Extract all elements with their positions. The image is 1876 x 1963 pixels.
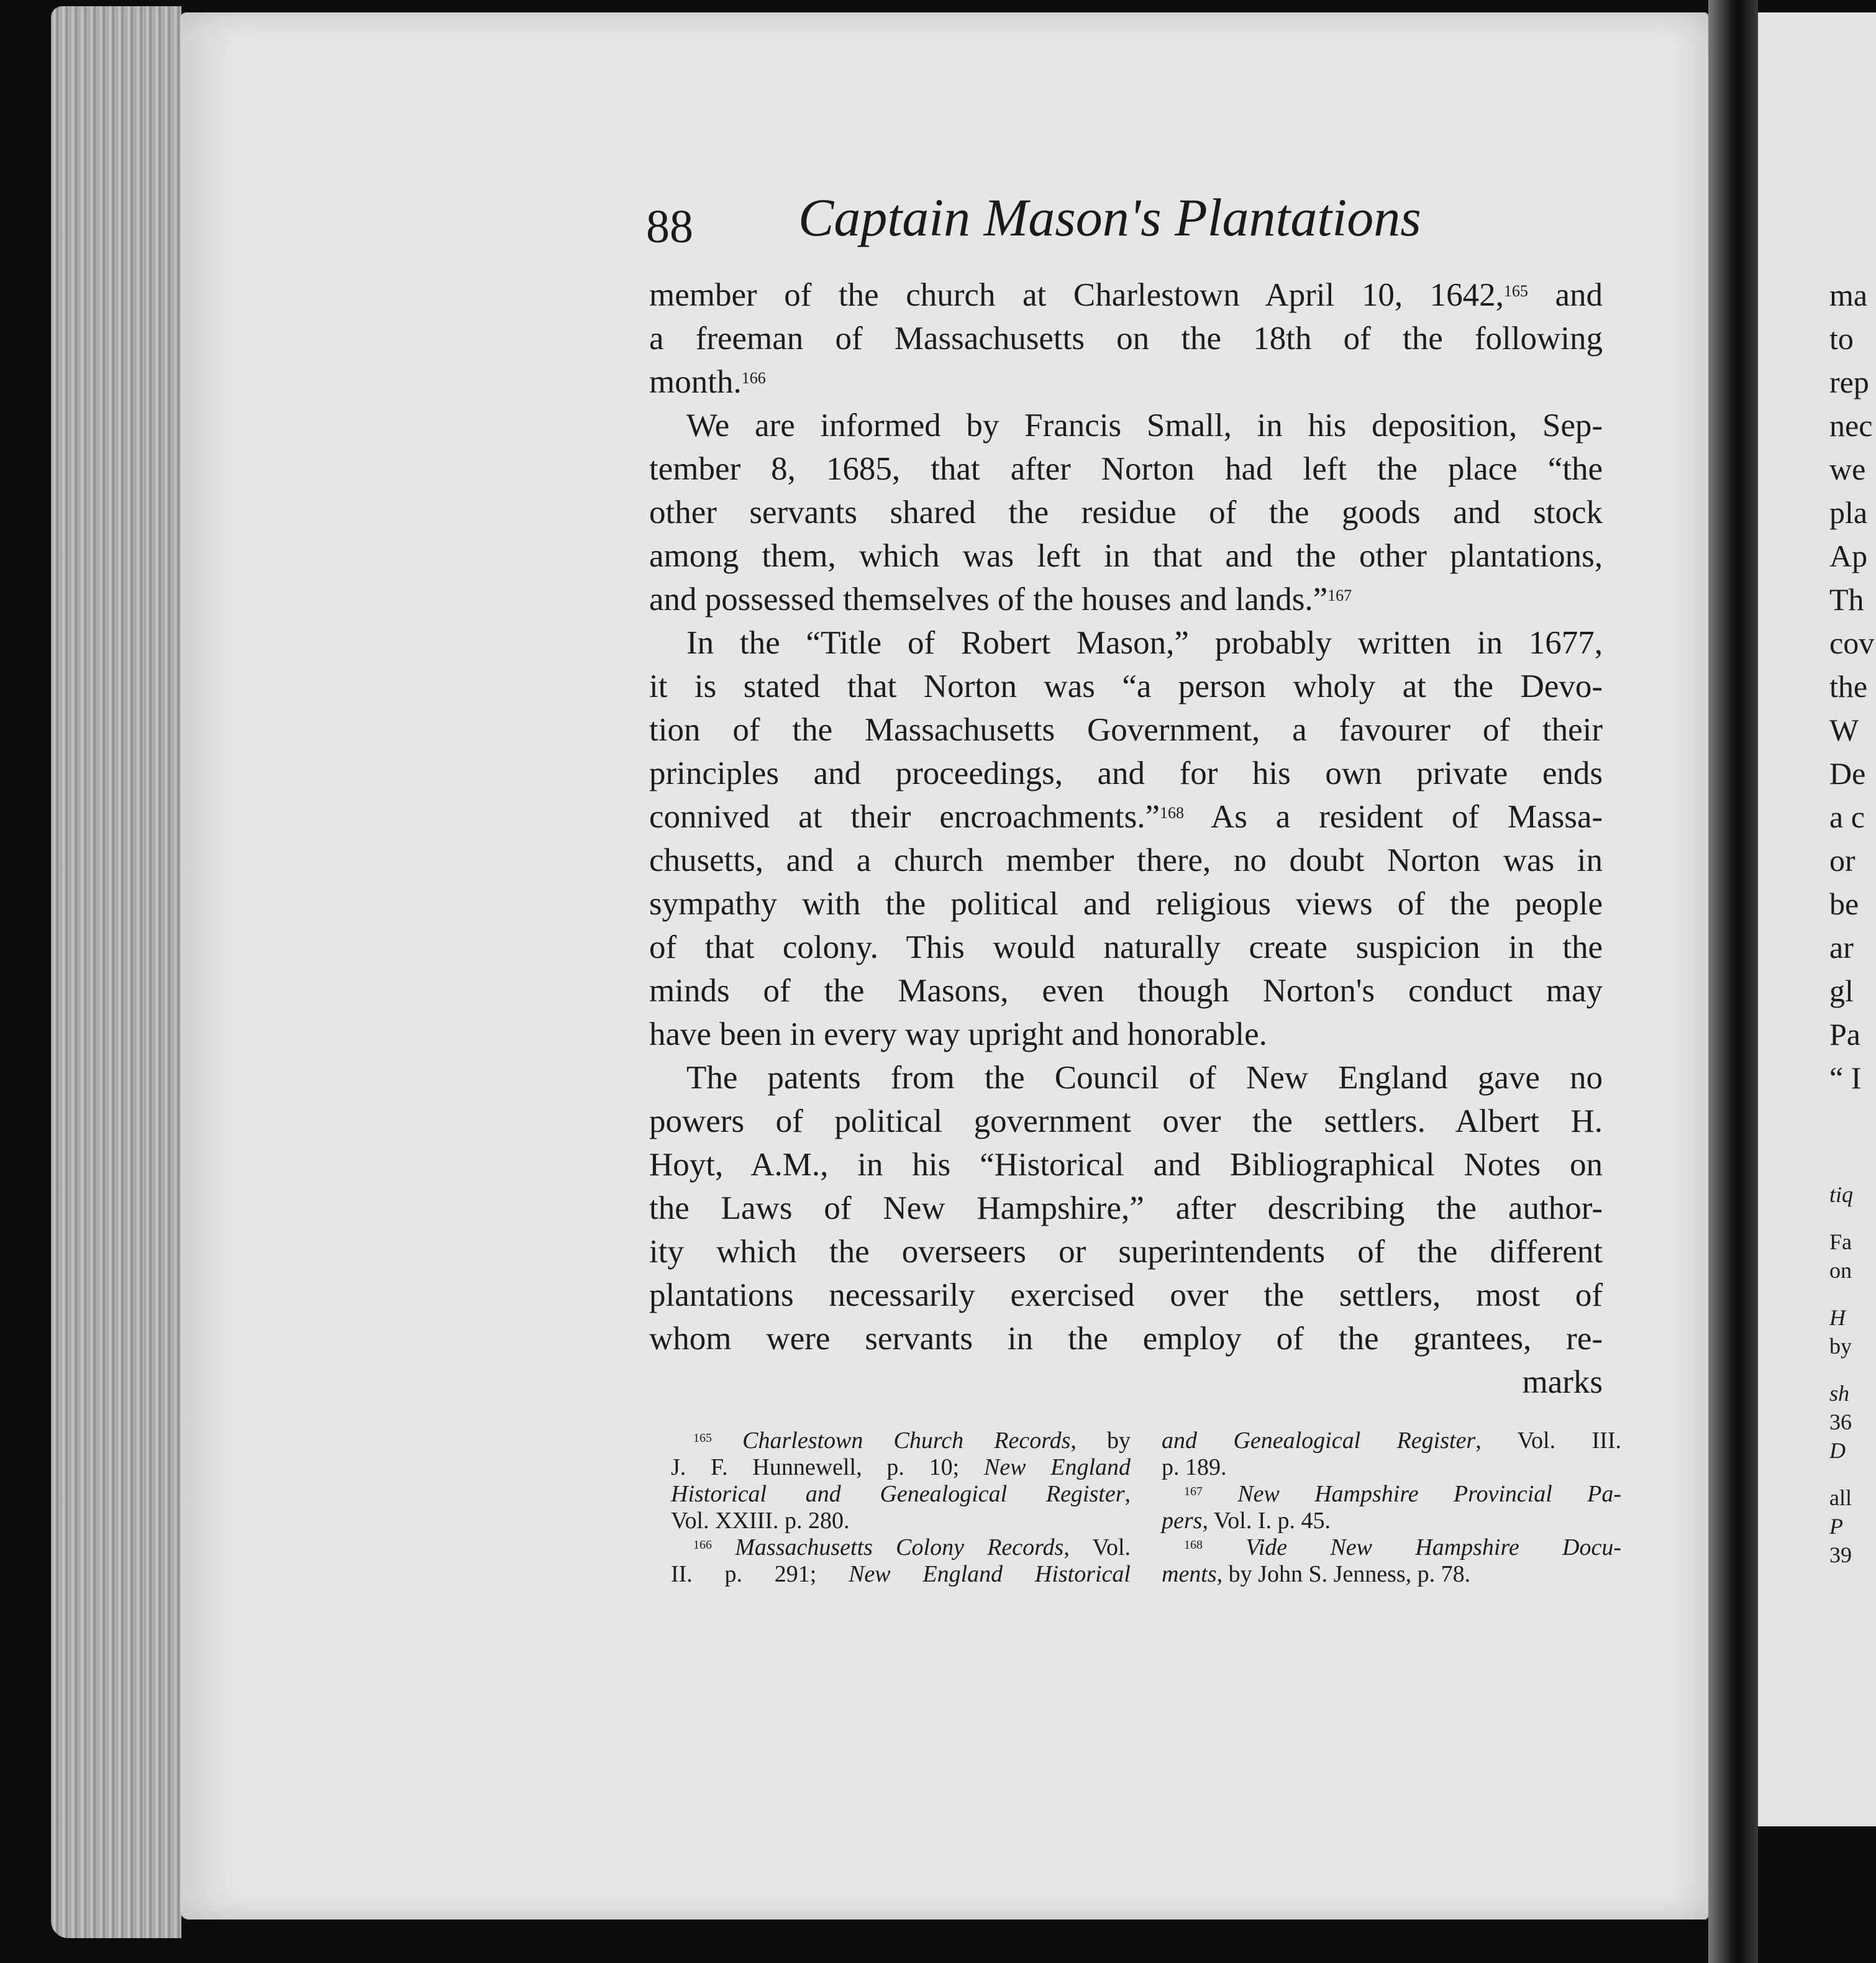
facing-line: De [1829,756,1866,791]
text-line: chusetts, and a church member there, no doubt Norton was in [649,842,1603,878]
text-line: Hoyt, A.M., in his “Historical and Bibliographical Notes on [649,1147,1603,1183]
facing-note: D [1829,1438,1846,1463]
facing-line: the [1829,669,1868,704]
facing-note: by [1829,1334,1852,1359]
text-line: of that colony. This would naturally create suspicion in the [649,929,1603,965]
text-line: a freeman of Massachusetts on the 18th of the following [649,321,1603,357]
text-line: We are informed by Francis Small, in his deposition, Sep- [686,408,1603,444]
facing-line: W [1829,713,1859,747]
text-line: In the “Title of Robert Mason,” probably written in 1677, [686,625,1603,661]
text-line: whom were servants in the employ of the grantees, re- [649,1321,1603,1357]
facing-line: Th [1829,582,1864,617]
text-line: member of the church at Charlestown April 10, 1642,$^{165}$ and [649,277,1603,313]
footnote-line: p. 189. [1162,1454,1227,1480]
footnote-line: and Genealogical Register, Vol. III. [1162,1428,1621,1454]
facing-line: or [1829,843,1856,878]
facing-line: pla [1829,495,1868,530]
footnote-ref: 165 [1503,282,1528,300]
footnote-line: II. p. 291; New England Historical [671,1561,1131,1587]
text-line: powers of political government over the settlers. Albert H. [649,1103,1603,1139]
text-line: other servants shared the residue of the goods and stock [649,494,1603,531]
footnote-line: $^{167}$ New Hampshire Provincial Pa- [1184,1481,1621,1507]
footnote-line: $^{168}$ Vide New Hampshire Docu- [1184,1534,1621,1560]
footnote-line: Historical and Genealogical Register, [671,1481,1131,1507]
footnotes-right-column [1162,1428,1621,1588]
facing-page-notes [1829,1180,1876,1569]
text-line: among them, which was left in that and the other plantations, [649,538,1603,574]
facing-line: Ap [1829,539,1868,573]
facing-note: Fa [1829,1229,1852,1254]
text-line: connived at their encroachments.”$^{168}$ As a resident of Massa- [649,799,1603,835]
text-line: tember 8, 1685, that after Norton had left the place “the [649,451,1603,487]
page-number: 88 [646,201,693,253]
text-line: month.$^{166}$ [649,364,766,400]
facing-note: P [1829,1514,1843,1539]
text-line: minds of the Masons, even though Norton's conduct may [649,973,1603,1009]
facing-line: be [1829,886,1859,921]
facing-note: 39 [1829,1542,1852,1567]
text-line: have been in every way upright and honorable. [649,1016,1267,1052]
facing-line: we [1829,452,1866,486]
footnotes-left-column [671,1428,1131,1588]
footnote-line: pers, Vol. I. p. 45. [1162,1508,1331,1534]
footnote-line: ments, by John S. Jenness, p. 78. [1162,1561,1471,1587]
facing-note: 36 [1829,1410,1852,1434]
catchword: marks [1522,1364,1603,1400]
body-text [649,273,1603,1404]
text-line: principles and proceedings, and for his own private ends [649,755,1603,791]
facing-line: nec [1829,408,1873,443]
facing-line: cov [1829,626,1875,660]
facing-line: “ I [1829,1060,1862,1095]
text-line: it is stated that Norton was “a person wholy at the Devo- [649,668,1603,704]
book-gutter [1708,0,1758,1963]
text-line: and possessed themselves of the houses and lands.”$^{167}$ [649,581,1352,617]
facing-note: on [1829,1258,1852,1283]
text-line: the Laws of New Hampshire,” after describing the author- [649,1190,1603,1226]
text-line: sympathy with the political and religious views of the people [649,886,1603,922]
footnote-line: $^{165}$ Charlestown Church Records, by [693,1428,1131,1454]
page-edges [51,6,181,1938]
footnotes [671,1428,1621,1601]
text-line: ity which the overseers or superintendents of the different [649,1234,1603,1270]
footnote-line: Vol. XXIII. p. 280. [671,1508,850,1534]
facing-note: tiq [1829,1182,1854,1207]
facing-line: a c [1829,799,1865,834]
footnote-line: $^{166}$ Massachusetts Colony Records, Vol. [693,1534,1131,1560]
footnote-ref: 166 [741,369,766,387]
facing-note: all [1829,1485,1852,1510]
footnote-ref: 168 [1159,804,1184,822]
facing-note: H [1829,1305,1846,1330]
facing-page-text [1829,273,1876,1100]
facing-line: rep [1829,365,1869,399]
facing-line: ma [1829,278,1868,312]
text-line: tion of the Massachusetts Government, a favourer of their [649,712,1603,748]
footnote-ref: 167 [1327,586,1352,604]
text-line: The patents from the Council of New England gave no [686,1060,1603,1096]
running-head [646,186,1466,267]
facing-line: to [1829,321,1854,356]
facing-line: gl [1829,973,1854,1008]
facing-line: ar [1829,930,1854,965]
facing-note: sh [1829,1381,1850,1406]
facing-line: Pa [1829,1017,1860,1052]
text-line: plantations necessarily exercised over the settlers, most of [649,1277,1603,1313]
footnote-line: J. F. Hunnewell, p. 10; New England [671,1454,1131,1480]
running-title: Captain Mason's Plantations [798,188,1421,247]
